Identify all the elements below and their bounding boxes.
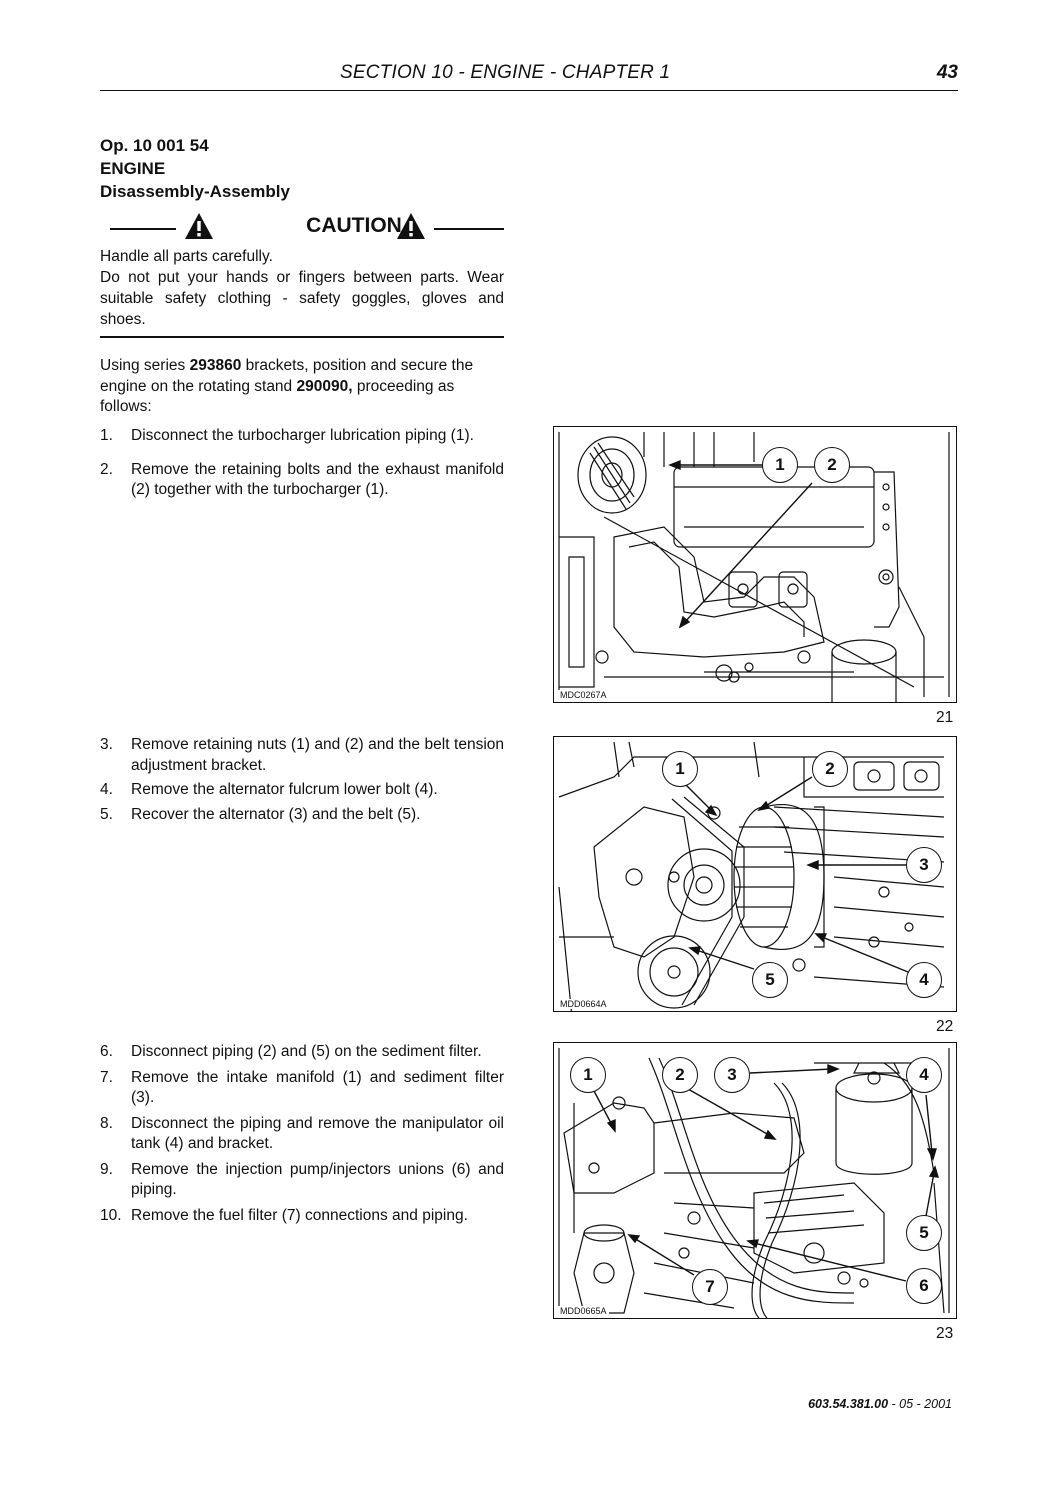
callout-7: 7 xyxy=(692,1269,728,1305)
step-number: 8. xyxy=(100,1114,113,1132)
page-header xyxy=(100,58,958,91)
rotating-stand-code: 290090, xyxy=(296,377,353,395)
steps-group-3 xyxy=(100,1042,504,1226)
step-text: Remove the injection pump/injectors unions (6) and piping. xyxy=(131,1160,504,1198)
callout-6: 6 xyxy=(906,1268,942,1304)
figure-code: MDD0665A xyxy=(560,1306,607,1316)
warning-icon xyxy=(184,212,214,240)
figure-number: 21 xyxy=(936,709,954,726)
figure-21-turbocharger xyxy=(553,426,957,703)
callout-1: 1 xyxy=(762,447,798,483)
step-number: 4. xyxy=(100,781,113,798)
list-item xyxy=(100,1068,504,1109)
intro-text: proceeding as follows: xyxy=(100,377,455,415)
step-text: Remove the retaining bolts and the exhaust manifold (2) together with the turbocharger (1). xyxy=(131,460,504,498)
document-date: - 05 - 2001 xyxy=(888,1397,952,1411)
steps-group-2 xyxy=(100,735,504,825)
caution-line: Do not put your hands or fingers between parts. Wear suitable safety clothing - safety goggles, gloves and shoes. xyxy=(100,269,504,328)
figure-number: 22 xyxy=(936,1018,954,1035)
caution-label: CAUTION xyxy=(306,214,402,237)
caution-divider xyxy=(100,336,504,338)
step-text: Recover the alternator (3) and the belt (5). xyxy=(131,805,421,823)
step-text: Disconnect the piping and remove the manipulator oil tank (4) and bracket. xyxy=(131,1114,504,1152)
list-item xyxy=(100,780,504,801)
step-text: Remove the fuel filter (7) connections and piping. xyxy=(131,1206,468,1224)
callout-5: 5 xyxy=(906,1215,942,1251)
list-item xyxy=(100,805,504,826)
list-item xyxy=(100,735,504,776)
step-text: Remove the intake manifold (1) and sediment filter (3). xyxy=(131,1068,504,1106)
warning-icon xyxy=(396,212,426,240)
steps-group-1 xyxy=(100,426,504,501)
list-item xyxy=(100,1206,504,1227)
section-title: SECTION 10 - ENGINE - CHAPTER 1 xyxy=(340,62,671,83)
list-item xyxy=(100,1042,504,1063)
step-number: 9. xyxy=(100,1160,113,1178)
operation-subject: ENGINE xyxy=(100,159,166,178)
figure-23-intake-and-fuel xyxy=(553,1042,957,1319)
step-text: Disconnect the turbocharger lubrication piping (1). xyxy=(131,427,474,444)
page-footer xyxy=(808,1397,952,1411)
step-number: 1. xyxy=(100,427,113,444)
operation-subtitle: Disassembly-Assembly xyxy=(100,182,290,201)
bracket-series: 293860 xyxy=(189,357,242,374)
figure-22-alternator xyxy=(553,736,957,1012)
list-item xyxy=(100,1114,504,1155)
figure-21-drawing xyxy=(554,427,956,702)
intro-text: Using series xyxy=(100,357,190,374)
figure-code: MDC0267A xyxy=(560,690,607,700)
intro-text: brackets, position and secure the engine on the rotating stand xyxy=(100,357,474,395)
callout-4: 4 xyxy=(906,962,942,998)
caution-rule-right xyxy=(434,228,504,230)
caution-banner xyxy=(100,212,504,242)
step-text: Remove the alternator fulcrum lower bolt (4). xyxy=(131,781,438,798)
callout-3: 3 xyxy=(906,847,942,883)
figure-number: 23 xyxy=(936,1325,954,1342)
operation-code: Op. 10 001 54 xyxy=(100,136,209,155)
operation-title xyxy=(100,134,290,203)
caution-text xyxy=(100,246,504,330)
list-item xyxy=(100,1160,504,1201)
list-item xyxy=(100,426,504,447)
caution-line: Handle all parts carefully. xyxy=(100,248,273,265)
list-item xyxy=(100,460,504,501)
step-number: 3. xyxy=(100,736,113,753)
intro-paragraph xyxy=(100,356,504,418)
step-text: Remove retaining nuts (1) and (2) and the belt tension adjustment bracket. xyxy=(131,736,504,774)
callout-3: 3 xyxy=(714,1057,750,1093)
figure-code: MDD0664A xyxy=(560,999,607,1009)
callout-1: 1 xyxy=(662,751,698,787)
step-number: 7. xyxy=(100,1068,113,1086)
callout-2: 2 xyxy=(814,447,850,483)
step-text: Disconnect piping (2) and (5) on the sediment filter. xyxy=(131,1043,482,1060)
document-number: 603.54.381.00 xyxy=(808,1397,889,1411)
callout-4: 4 xyxy=(906,1057,942,1093)
caution-rule-left xyxy=(110,228,176,230)
figure-23-drawing xyxy=(554,1043,956,1318)
callout-2: 2 xyxy=(812,751,848,787)
step-number: 5. xyxy=(100,805,113,823)
callout-2: 2 xyxy=(662,1057,698,1093)
callout-1: 1 xyxy=(570,1057,606,1093)
page-number: 43 xyxy=(936,62,958,83)
step-number: 2. xyxy=(100,460,113,478)
callout-5: 5 xyxy=(752,962,788,998)
step-number: 10. xyxy=(100,1206,122,1224)
step-number: 6. xyxy=(100,1043,113,1060)
